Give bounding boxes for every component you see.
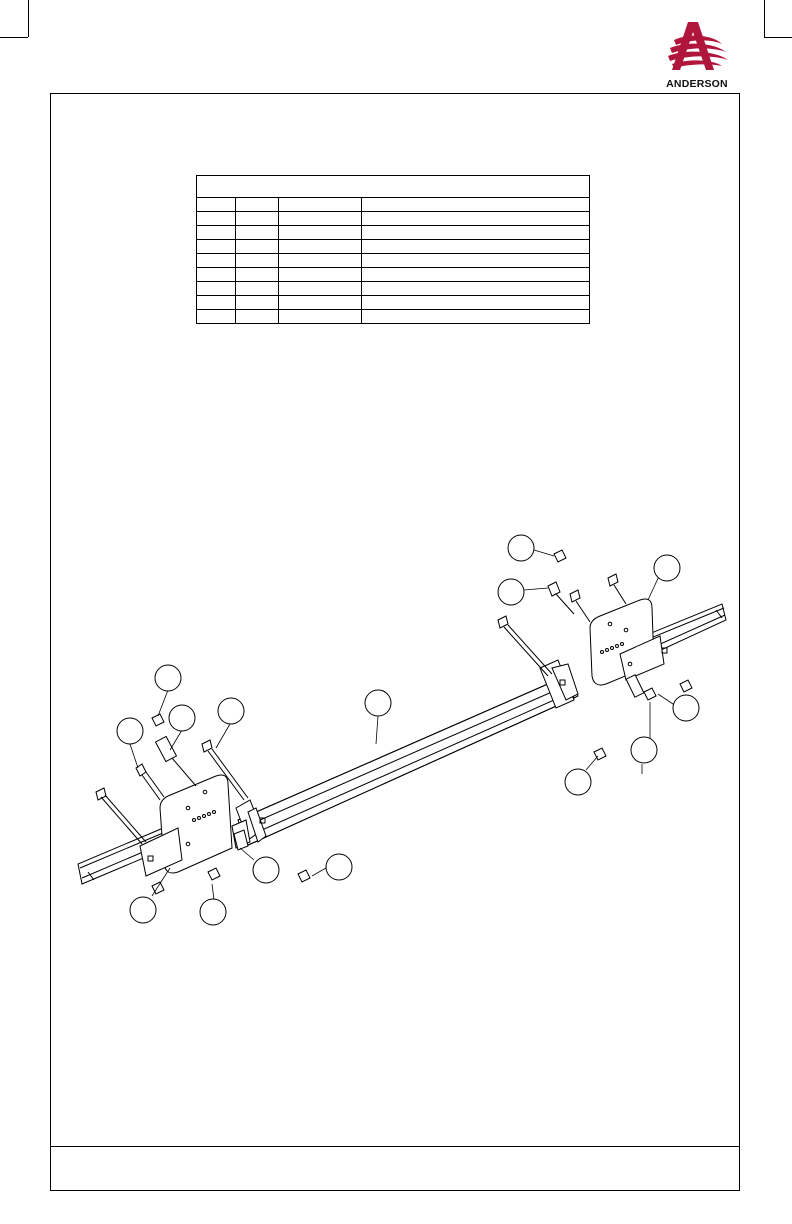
callout-balloon bbox=[253, 857, 279, 883]
callout-balloon bbox=[654, 555, 680, 581]
callout-balloon bbox=[631, 737, 657, 763]
left-mount-plate bbox=[140, 775, 232, 876]
callout-balloon bbox=[200, 899, 226, 925]
sleeve-right bbox=[626, 675, 644, 697]
bolt-right-sleeve bbox=[548, 582, 574, 614]
nut-right-top bbox=[554, 550, 566, 562]
callout-balloon bbox=[673, 695, 699, 721]
nut-left-bottom-1 bbox=[152, 882, 164, 894]
callout-balloon bbox=[218, 698, 244, 724]
callout-balloon bbox=[326, 854, 352, 880]
callout-balloon bbox=[155, 665, 181, 691]
bolt-right-short-2 bbox=[608, 574, 626, 604]
bolt-left-long bbox=[96, 788, 146, 844]
callout-balloons bbox=[117, 535, 699, 925]
nut-center-bottom bbox=[298, 870, 310, 882]
bolt-left-short-1 bbox=[136, 764, 164, 800]
callout-balloon bbox=[169, 705, 195, 731]
bolt-left-sleeve bbox=[156, 736, 196, 786]
nut-right-side bbox=[680, 680, 692, 692]
callout-balloon bbox=[498, 579, 524, 605]
callout-balloon bbox=[565, 769, 591, 795]
bolt-right-short-1 bbox=[570, 590, 590, 622]
callout-balloon bbox=[508, 535, 534, 561]
main-square-tube bbox=[238, 672, 578, 846]
callout-balloon bbox=[130, 897, 156, 923]
nut-left-bottom-2 bbox=[208, 868, 220, 880]
nut-right-mid bbox=[644, 688, 656, 700]
logo-text: ANDERSON bbox=[666, 78, 728, 90]
right-mount-plate bbox=[590, 599, 667, 685]
callout-balloon bbox=[365, 690, 391, 716]
callout-balloon bbox=[117, 718, 143, 744]
